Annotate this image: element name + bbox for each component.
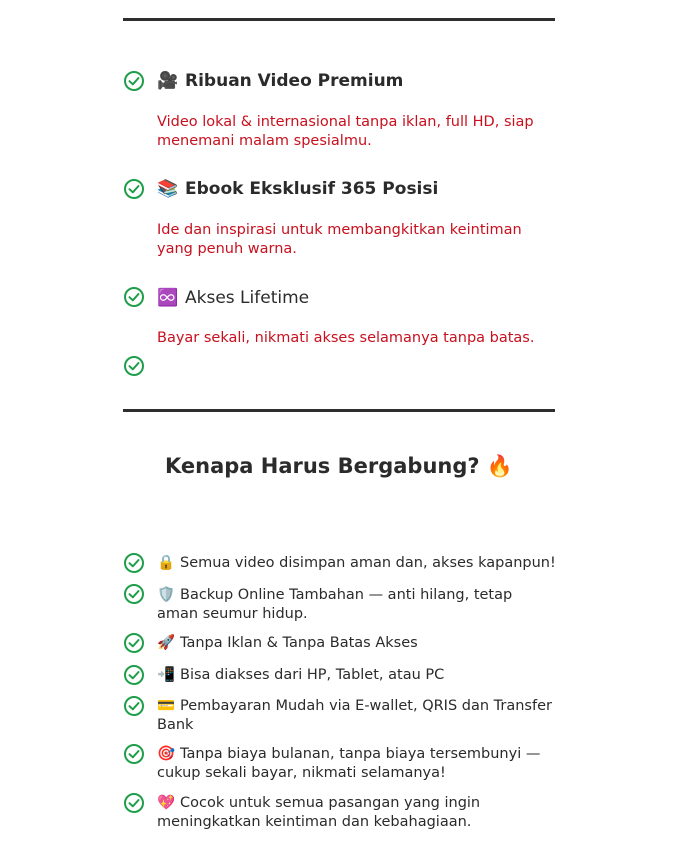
check-circle-icon: [123, 695, 145, 717]
shield-icon: 🛡️: [157, 587, 176, 603]
benefit-text: Backup Online Tambahan — anti hilang, tetap aman seumur hidup.: [157, 587, 513, 622]
check-circle-icon: [123, 792, 145, 814]
top-divider: [123, 18, 555, 21]
rocket-icon: 🚀: [157, 635, 176, 651]
video-camera-icon: 🎥: [157, 71, 179, 91]
check-circle-icon: [123, 286, 145, 308]
check-circle-icon: [123, 583, 145, 605]
feature-description: Bayar sekali, nikmati akses selamanya tanpa batas.: [157, 330, 535, 346]
benefit-item: [157, 697, 557, 735]
infinity-icon: ♾️: [157, 288, 179, 308]
benefit-item: [157, 554, 557, 573]
benefit-text: Cocok untuk semua pasangan yang ingin meningkatkan keintiman dan kebahagiaan.: [157, 795, 481, 830]
benefit-item: [157, 666, 557, 685]
check-circle-icon: [123, 552, 145, 574]
check-circle-icon: [123, 355, 145, 377]
mobile-icon: 📲: [157, 667, 176, 683]
feature-title: [157, 287, 309, 309]
feature-title-text: Ebook Eksklusif 365 Posisi: [185, 179, 439, 199]
benefit-text: Semua video disimpan aman dan, akses kapanpun!: [180, 555, 556, 571]
feature-title: [157, 178, 438, 200]
benefit-text: Tanpa biaya bulanan, tanpa biaya tersembunyi — cukup sekali bayar, nikmati selamanya!: [157, 746, 541, 781]
target-icon: 🎯: [157, 746, 176, 762]
benefit-item: [157, 634, 557, 653]
check-circle-icon: [123, 70, 145, 92]
feature-description: Ide dan inspirasi untuk membangkitkan keintiman yang penuh warna.: [157, 222, 522, 257]
benefit-text: Bisa diakses dari HP, Tablet, atau PC: [180, 667, 445, 683]
lock-icon: 🔒: [157, 555, 176, 571]
benefit-item: [157, 794, 557, 832]
feature-title: [157, 70, 403, 92]
check-circle-icon: [123, 664, 145, 686]
heart-icon: 💖: [157, 795, 176, 811]
benefit-text: Pembayaran Mudah via E-wallet, QRIS dan Transfer Bank: [157, 698, 552, 733]
check-circle-icon: [123, 632, 145, 654]
check-circle-icon: [123, 743, 145, 765]
benefit-item: [157, 586, 557, 624]
benefit-item: [157, 745, 557, 783]
feature-title-text: Akses Lifetime: [185, 288, 310, 308]
benefit-text: Tanpa Iklan & Tanpa Batas Akses: [180, 635, 418, 651]
section-divider: [123, 409, 555, 412]
check-circle-icon: [123, 178, 145, 200]
section-title: Kenapa Harus Bergabung? 🔥: [164, 454, 514, 478]
feature-description: Video lokal & internasional tanpa iklan, full HD, siap menemani malam spesialmu.: [157, 114, 534, 149]
books-icon: 📚: [157, 179, 179, 199]
credit-card-icon: 💳: [157, 698, 176, 714]
feature-title-text: Ribuan Video Premium: [185, 71, 404, 91]
